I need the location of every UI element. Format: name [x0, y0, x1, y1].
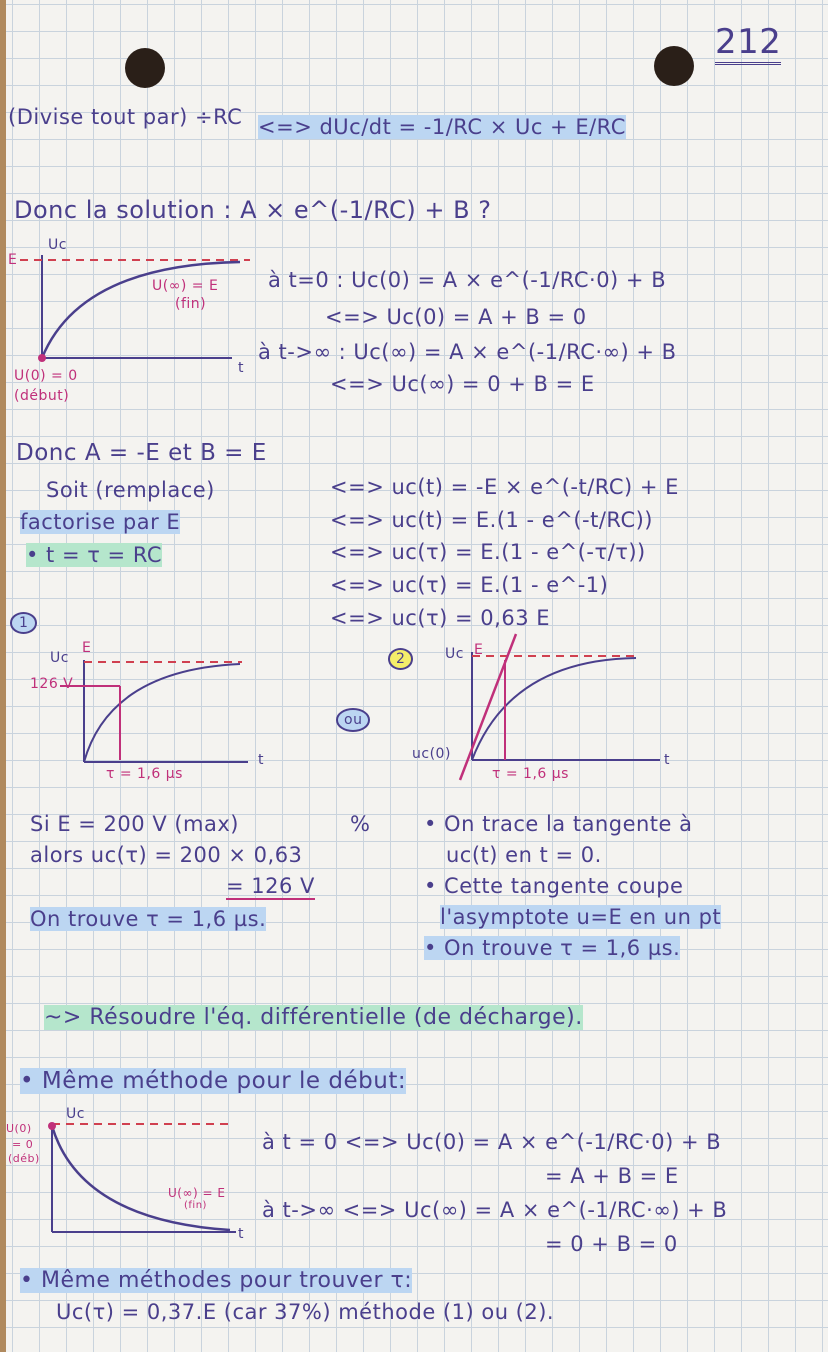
solution-form: Donc la solution : A × e^(-1/RC) + B ? [14, 196, 492, 224]
charge-curve [42, 262, 240, 358]
discharge-cond-tinf: à t->∞ <=> Uc(∞) = A × e^(-1/RC·∞) + B [262, 1198, 728, 1222]
cond-tinf: à t->∞ : Uc(∞) = A × e^(-1/RC·∞) + B [258, 340, 677, 364]
calc-line: alors uc(τ) = 200 × 0,63 [30, 843, 303, 867]
tau-label: τ = 1,6 µs [106, 766, 183, 782]
y-label: Uc [50, 650, 69, 666]
cond-tinf-result: <=> Uc(∞) = 0 + B = E [330, 372, 595, 396]
u0-label: uc(0) [412, 746, 451, 762]
y-label: Uc [445, 646, 464, 662]
binder-hole [125, 48, 165, 88]
eq-tau-3: <=> uc(τ) = 0,63 E [330, 606, 550, 630]
y-label: Uc [66, 1106, 85, 1122]
method-2-step-2: • Cette tangente coupe [424, 874, 684, 898]
note-factorise: factorise par E [20, 510, 181, 534]
page-number: 212 [715, 22, 781, 65]
start-point [38, 354, 46, 362]
tau-label: τ = 1,6 µs [492, 766, 569, 782]
section-title-discharge: ~> Résoudre l'éq. différentielle (de décharge). [44, 1005, 583, 1030]
start-label: U(0) = 0 [14, 368, 78, 384]
equation-differential [258, 115, 626, 139]
tau-found-1: On trouve τ = 1,6 µs. [30, 907, 267, 931]
discharge-cond-t0: à t = 0 <=> Uc(0) = A × e^(-1/RC·0) + B [262, 1130, 722, 1154]
end-label: U(∞) = E [168, 1186, 226, 1200]
given-e: Si E = 200 V (max) [30, 812, 239, 836]
conclusion-ab: Donc A = -E et B = E [16, 440, 267, 466]
value-label: 126 V [30, 676, 74, 692]
note-replace: Soit (remplace) [46, 478, 215, 502]
end-label-2: (fin) [184, 1200, 207, 1211]
eq-tau-2: <=> uc(τ) = E.(1 - e^-1) [330, 573, 609, 597]
same-methods-note: • Même méthodes pour trouver τ: [20, 1268, 413, 1293]
eq-factorise: <=> uc(t) = E.(1 - e^(-t/RC)) [330, 508, 653, 532]
e-label: E [8, 252, 18, 268]
method-1-badge: 1 [10, 612, 37, 634]
note-tau: • t = τ = RC [26, 543, 163, 567]
charge-curve [472, 658, 636, 760]
eq-tau: <=> uc(τ) = E.(1 - e^(-τ/τ)) [330, 540, 646, 564]
method-2-badge: 2 [388, 648, 413, 670]
method-2-step-2b: l'asymptote u=E en un pt [440, 905, 722, 929]
x-label: t [238, 360, 244, 376]
start-label-2: = 0 [12, 1138, 34, 1151]
x-label: t [664, 752, 670, 768]
x-label: t [258, 752, 264, 768]
end-label-2: (fin) [175, 296, 207, 312]
divide-note: (Divise tout par) ÷RC [8, 105, 243, 129]
eq-replace: <=> uc(t) = -E × e^(-t/RC) + E [330, 475, 679, 499]
discharge-graph [0, 1110, 260, 1240]
discharge-cond-t0-result: = A + B = E [545, 1164, 679, 1188]
start-label-2: (début) [14, 388, 70, 404]
start-label: U(0) [6, 1122, 32, 1135]
e-label: E [82, 640, 92, 656]
start-point [48, 1122, 56, 1130]
calc-result: = 126 V [226, 874, 315, 898]
percent-mark: % [350, 812, 371, 836]
discharge-curve [52, 1126, 230, 1230]
final-result: Uc(τ) = 0,37.E (car 37%) méthode (1) ou (2). [56, 1300, 555, 1324]
x-label: t [238, 1226, 244, 1242]
e-label: E [474, 642, 484, 658]
start-label-3: (déb) [8, 1152, 40, 1165]
discharge-cond-tinf-result: = 0 + B = 0 [545, 1232, 678, 1256]
same-method-note: • Même méthode pour le début: [20, 1068, 407, 1094]
cond-t0-result: <=> Uc(0) = A + B = 0 [325, 305, 587, 329]
method-1-graph [0, 640, 280, 780]
binder-hole [654, 46, 694, 86]
end-label: U(∞) = E [152, 278, 219, 294]
charge-curve [84, 664, 240, 762]
or-badge: ou [336, 708, 370, 732]
y-label: Uc [48, 237, 67, 253]
method-2-step-1: • On trace la tangente à [424, 812, 693, 836]
method-2-step-1b: uc(t) en t = 0. [446, 843, 602, 867]
tau-found-2: • On trouve τ = 1,6 µs. [424, 936, 681, 960]
cond-t0: à t=0 : Uc(0) = A × e^(-1/RC·0) + B [268, 268, 667, 292]
equation-text: <=> dUc/dt = -1/RC × Uc + E/RC [258, 115, 626, 139]
